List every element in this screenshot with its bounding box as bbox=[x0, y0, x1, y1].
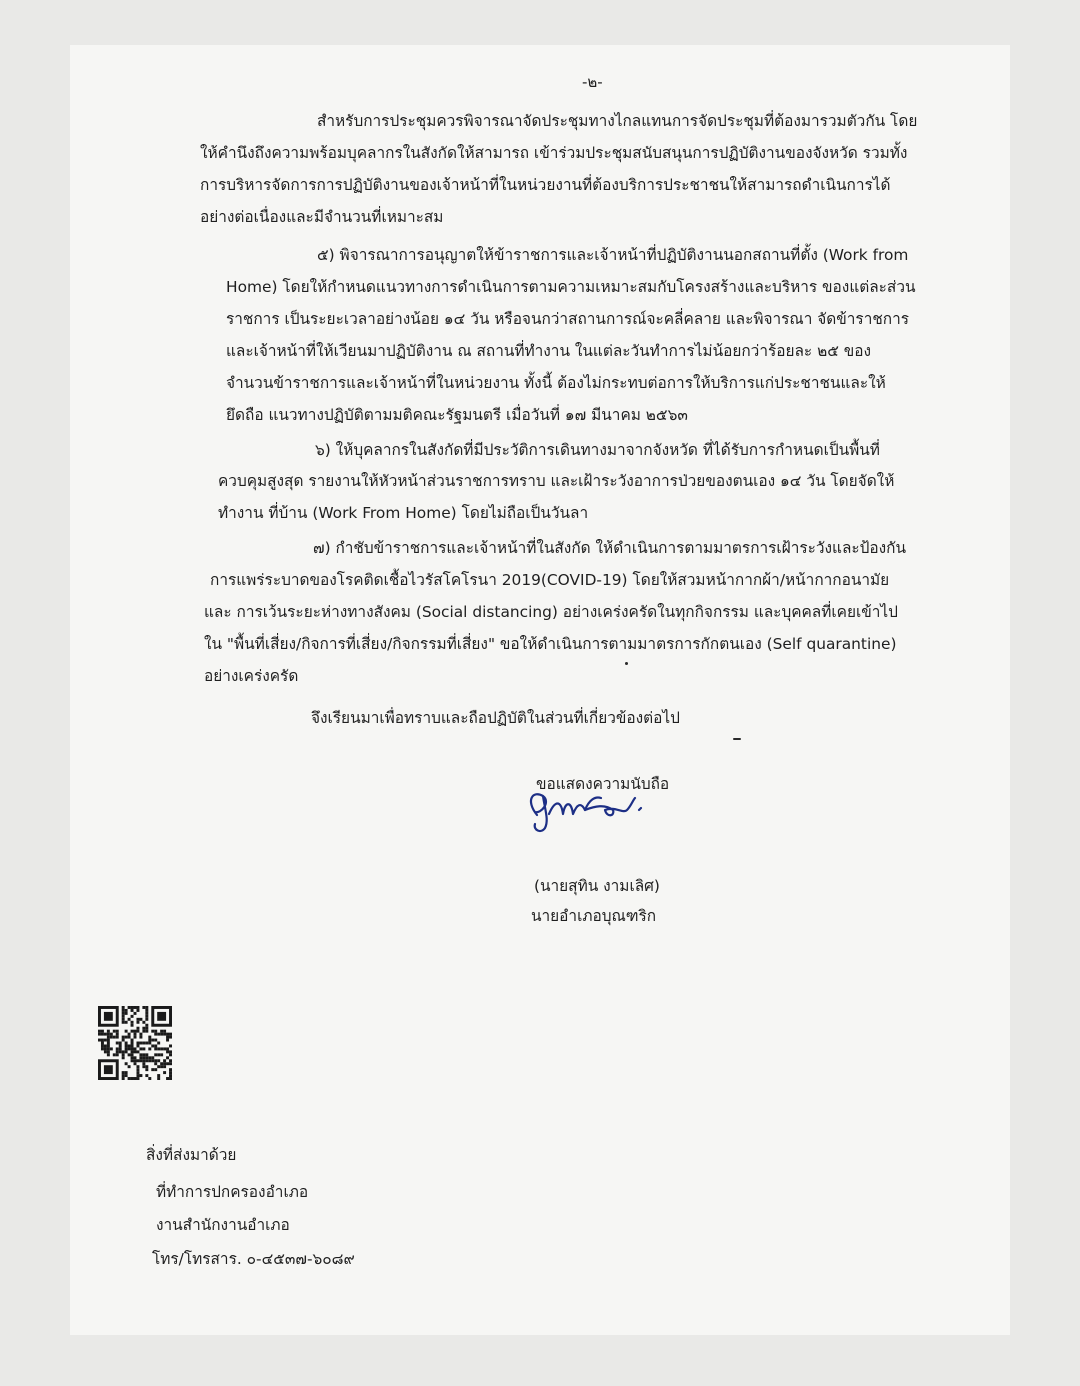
qr-code bbox=[98, 1006, 172, 1080]
intro-line-4: อย่างต่อเนื่องและมีจำนวนที่เหมาะสม bbox=[200, 208, 444, 226]
intro-line-2: ให้คำนึงถึงความพร้อมบุคลากรในสังกัดให้สามารถ เข้าร่วมประชุมสนับสนุนการปฏิบัติงานของจังหวัด รวมทั้ง bbox=[200, 144, 908, 162]
footer-enclosure: สิ่งที่ส่งมาด้วย bbox=[146, 1146, 237, 1164]
item7-line-5: อย่างเคร่งครัด bbox=[204, 667, 299, 685]
item7-line-1: ๗) กำชับข้าราชการและเจ้าหน้าที่ในสังกัด ให้ดำเนินการตามมาตรการเฝ้าระวังและป้องกัน bbox=[313, 539, 907, 557]
item7-line-3: และ การเว้นระยะห่างทางสังคม (Social distancing) อย่างเคร่งครัดในทุกกิจกรรม และบุคคลที่เคยเข้าไป bbox=[204, 603, 898, 621]
item7-line-4: ใน "พื้นที่เสี่ยง/กิจการที่เสี่ยง/กิจกรรมที่เสี่ยง" ขอให้ดำเนินการตามมาตรการกักตนเอง (Self quarantine) bbox=[204, 635, 897, 653]
document-page bbox=[70, 45, 1010, 1335]
stray-mark bbox=[625, 662, 628, 665]
footer-phone: โทร/โทรสาร. ๐-๔๕๓๗-๖๐๘๙ bbox=[152, 1250, 355, 1268]
item6-line-3: ทำงาน ที่บ้าน (Work From Home) โดยไม่ถือเป็นวันลา bbox=[218, 504, 589, 522]
item6-line-1: ๖) ให้บุคลากรในสังกัดที่มีประวัติการเดินทางมาจากจังหวัด ที่ได้รับการกำหนดเป็นพื้นที่ bbox=[315, 441, 880, 459]
page-number: -๒- bbox=[582, 73, 603, 91]
item5-line-2: Home) โดยให้กำหนดแนวทางการดำเนินการตามความเหมาะสมกับโครงสร้างและบริหาร ของแต่ละส่วน bbox=[226, 278, 916, 296]
item5-line-5: จำนวนข้าราชการและเจ้าหน้าที่ในหน่วยงาน ทั้งนี้ ต้องไม่กระทบต่อการให้บริการแก่ประชาชนและให้ bbox=[226, 374, 886, 392]
item7-line-2: การแพร่ระบาดของโรคติดเชื้อไวรัสโคโรนา 2019(COVID-19) โดยให้สวมหน้ากากผ้า/หน้ากากอนามัย bbox=[210, 571, 890, 589]
intro-line-3: การบริหารจัดการการปฏิบัติงานของเจ้าหน้าที่ในหน่วยงานที่ต้องบริการประชาชนให้สามารถดำเนินการได้ bbox=[200, 176, 891, 194]
item5-line-4: และเจ้าหน้าที่ให้เวียนมาปฏิบัติงาน ณ สถานที่ทำงาน ในแต่ละวันทำการไม่น้อยกว่าร้อยละ ๒๕ ของ bbox=[226, 342, 872, 360]
item6-line-2: ควบคุมสูงสุด รายงานให้หัวหน้าส่วนราชการทราบ และเฝ้าระวังอาการป่วยของตนเอง ๑๔ วัน โดยจัดให้ bbox=[218, 472, 895, 490]
handwritten-signature bbox=[445, 770, 645, 840]
intro-line-1: สำหรับการประชุมควรพิจารณาจัดประชุมทางไกลแทนการจัดประชุมที่ต้องมารวมตัวกัน โดย bbox=[317, 112, 918, 130]
item5-line-6: ยึดถือ แนวทางปฏิบัติตามมติคณะรัฐมนตรี เมื่อวันที่ ๑๗ มีนาคม ๒๕๖๓ bbox=[226, 406, 688, 424]
item5-line-1: ๕) พิจารณาการอนุญาตให้ข้าราชการและเจ้าหน้าที่ปฏิบัติงานนอกสถานที่ตั้ง (Work from bbox=[317, 246, 909, 264]
closing-line: จึงเรียนมาเพื่อทราบและถือปฏิบัติในส่วนที่เกี่ยวข้องต่อไป bbox=[311, 709, 680, 727]
footer-office: ที่ทำการปกครองอำเภอ bbox=[156, 1183, 309, 1201]
stray-mark bbox=[733, 738, 741, 740]
signer-position: นายอำเภอบุณฑริก bbox=[531, 907, 657, 925]
signer-name: (นายสุทิน งามเลิศ) bbox=[534, 877, 660, 895]
item5-line-3: ราชการ เป็นระยะเวลาอย่างน้อย ๑๔ วัน หรือจนกว่าสถานการณ์จะคลี่คลาย และพิจารณา จัดข้าราชการ bbox=[226, 310, 910, 328]
salutation: ขอแสดงความนับถือ bbox=[536, 775, 670, 793]
footer-department: งานสำนักงานอำเภอ bbox=[156, 1216, 290, 1234]
